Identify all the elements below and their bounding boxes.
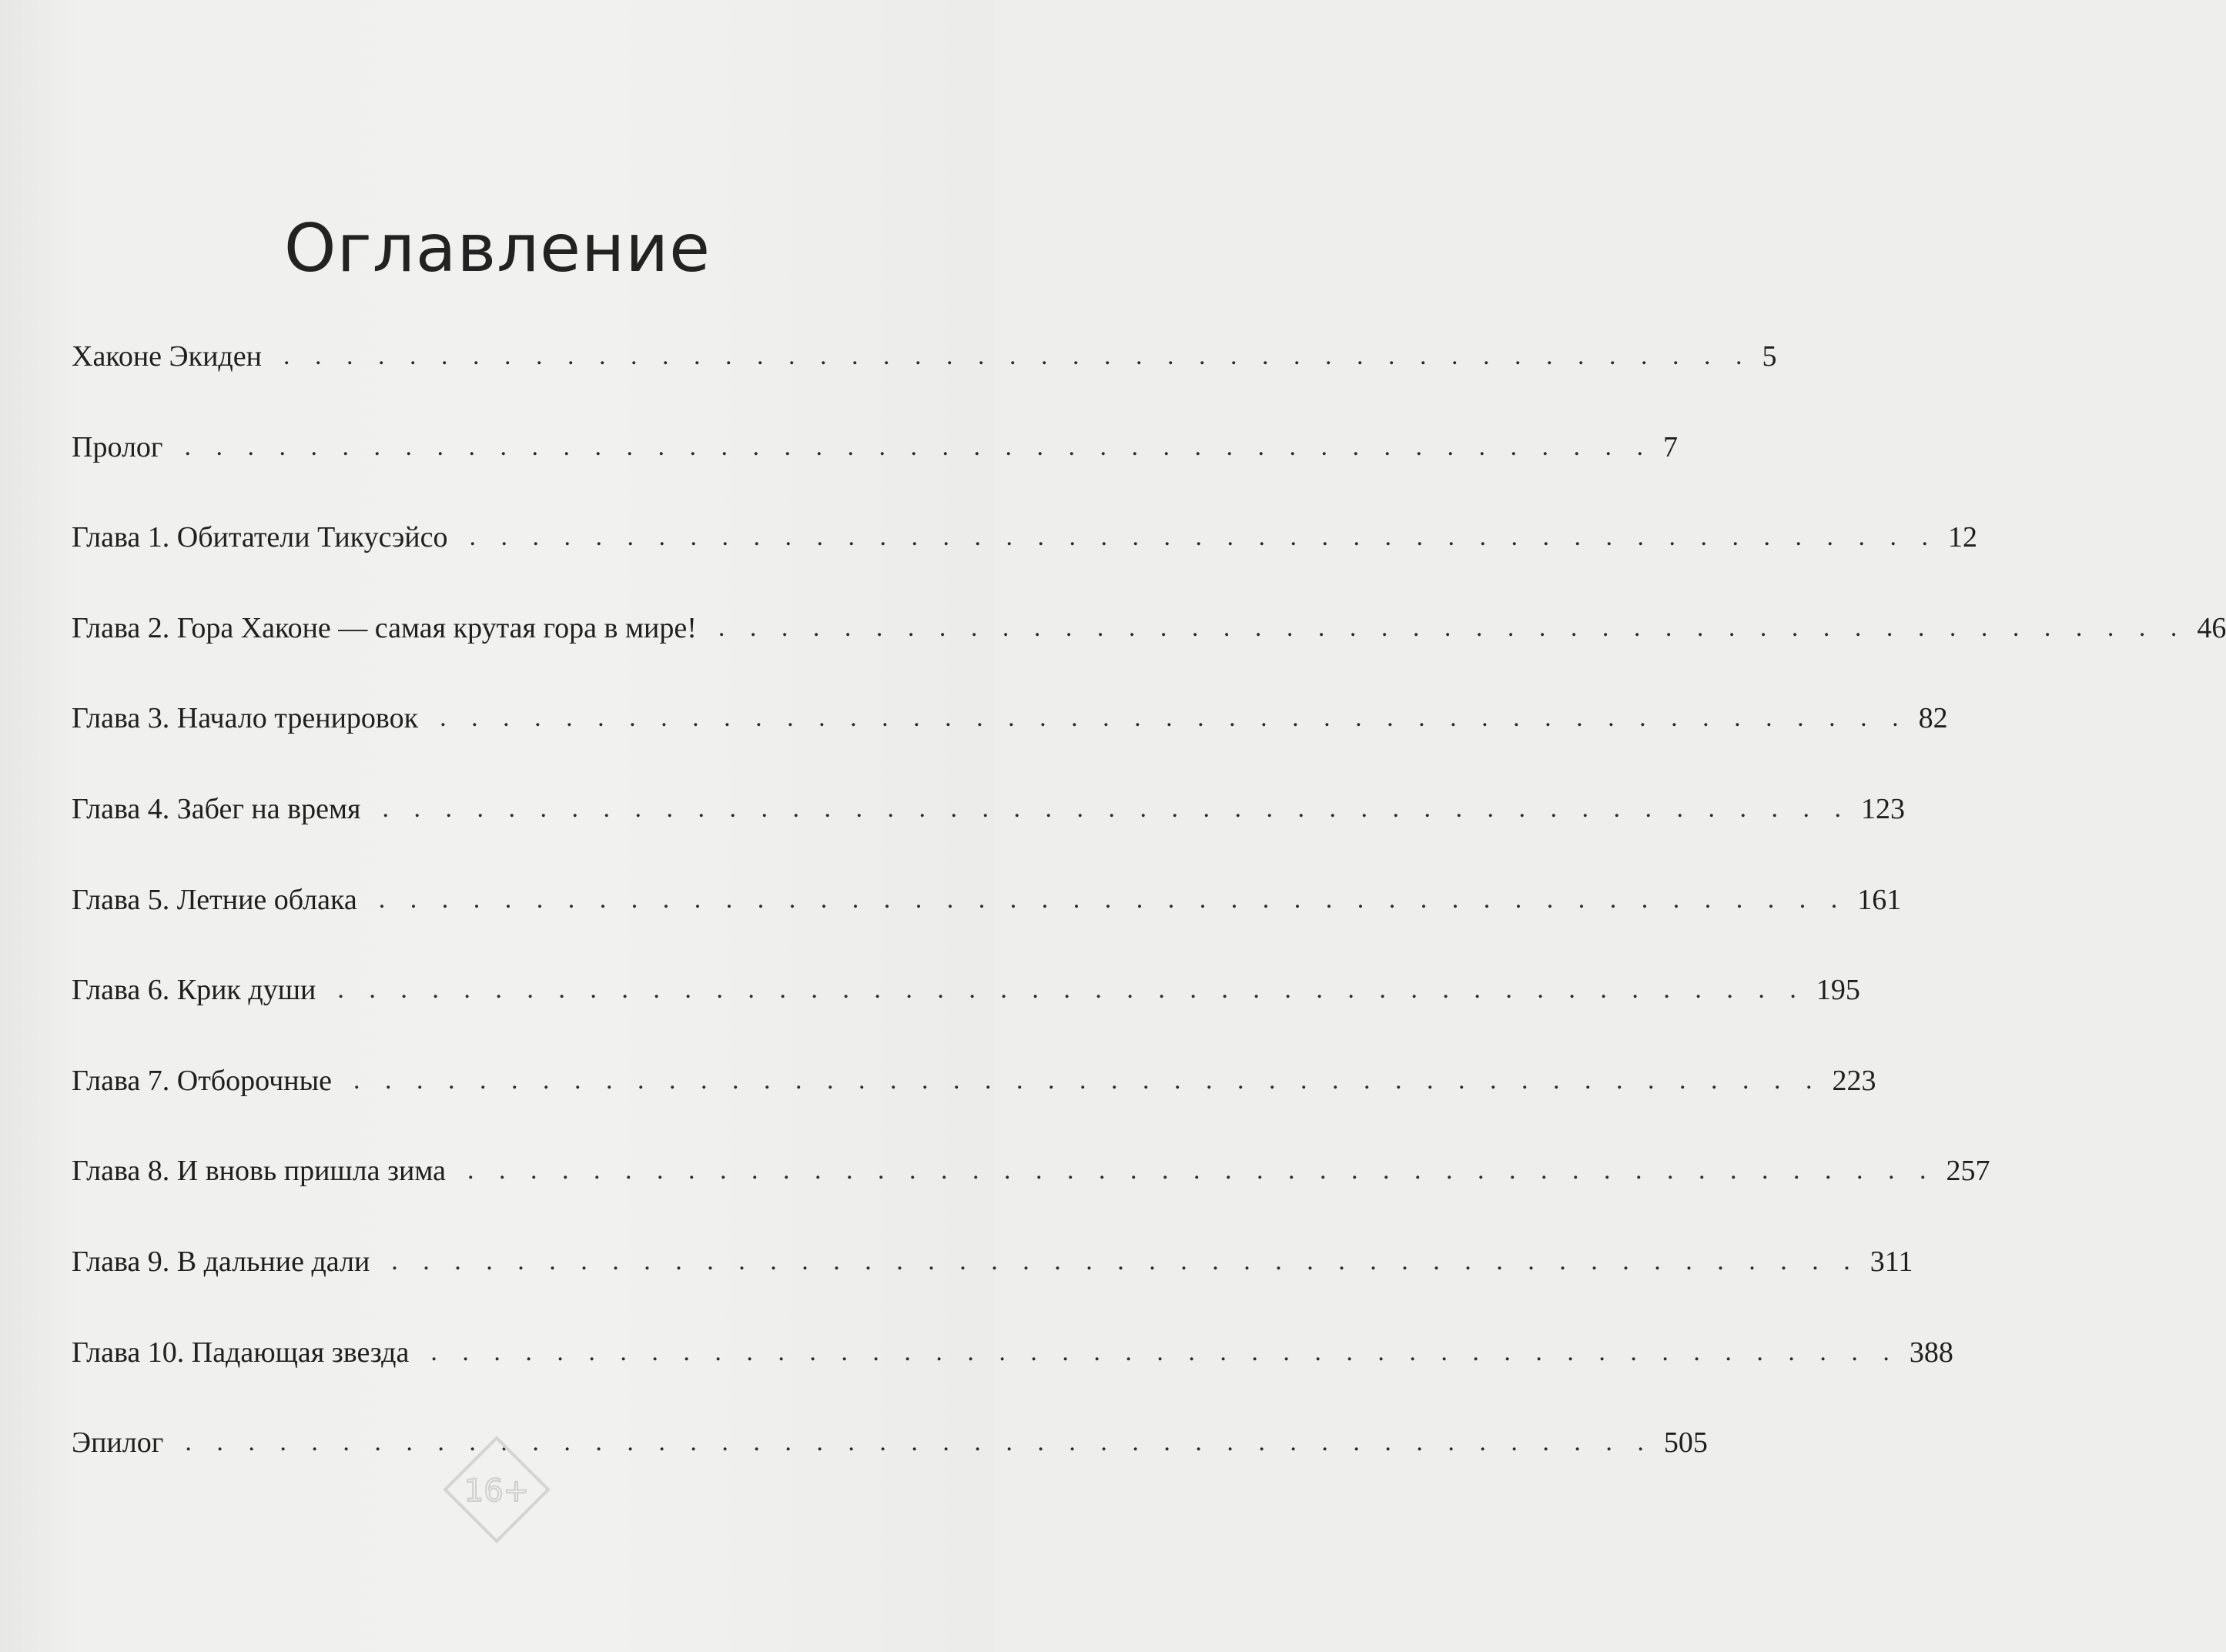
toc-entry-title: Глава 4. Забег на время: [72, 792, 361, 825]
dot-leader: . . . . . . . . . . . . . . . . . . . . . . . . . . . . . . . . . . . . . . . . . . . . . . .: [353, 1065, 1822, 1095]
toc-entry: [72, 701, 1948, 791]
dot-leader: . . . . . . . . . . . . . . . . . . . . . . . . . . . . . . . . . . . . . . . . . . . . . . .: [184, 432, 1652, 461]
toc-entry-page: 195: [1816, 974, 1860, 1007]
toc-entry-page: 5: [1762, 340, 1777, 373]
toc-entry-title: Глава 10. Падающая звезда: [72, 1336, 410, 1369]
toc-entry: [72, 339, 1777, 430]
toc-entry-title: Глава 5. Летние облака: [72, 883, 357, 916]
toc-entry-page: 161: [1857, 883, 1902, 916]
toc-entry-title: Глава 6. Крик души: [72, 974, 316, 1007]
table-of-contents: [72, 339, 2226, 1516]
toc-entry-page: 46: [2197, 611, 2226, 644]
dot-leader: . . . . . . . . . . . . . . . . . . . . . . . . . . . . . . . . . . . . . . . . . . . . . . .: [378, 885, 1847, 914]
toc-entry: [72, 520, 1977, 610]
toc-entry-title: Глава 3. Начало тренировок: [72, 702, 419, 735]
dot-leader: . . . . . . . . . . . . . . . . . . . . . . . . . . . . . . . . . . . . . . . . . . . . . . .: [382, 794, 1850, 823]
page-title: Оглавление: [283, 209, 711, 287]
toc-entry-page: 82: [1918, 702, 1948, 735]
age-rating-badge: [439, 1432, 554, 1547]
toc-entry-page: 12: [1947, 521, 1977, 554]
toc-entry-title: Хаконе Экиден: [72, 340, 262, 373]
toc-entry-title: Глава 2. Гора Хаконе — самая крутая гора в мире!: [72, 611, 697, 644]
toc-entry: [72, 882, 1902, 973]
dot-leader: . . . . . . . . . . . . . . . . . . . . . . . . . . . . . . . . . . . . . . . . . . . . . . .: [283, 342, 1752, 370]
toc-entry-title: Эпилог: [72, 1426, 164, 1460]
toc-entry-page: 223: [1832, 1064, 1876, 1097]
toc-entry-title: Пролог: [72, 430, 163, 463]
dot-leader: . . . . . . . . . . . . . . . . . . . . . . . . . . . . . . . . . . . . . . . . . . . . . . .: [469, 523, 1937, 552]
toc-entry: [72, 1244, 1913, 1335]
toc-entry: [72, 972, 1860, 1063]
toc-entry: [72, 610, 2226, 701]
toc-entry: [72, 1153, 1990, 1244]
dot-leader: . . . . . . . . . . . . . . . . . . . . . . . . . . . . . . . . . . . . . . . . . . . . . . .: [185, 1428, 1653, 1457]
dot-leader: . . . . . . . . . . . . . . . . . . . . . . . . . . . . . . . . . . . . . . . . . . . . . . .: [440, 704, 1908, 733]
toc-entry-title: Глава 1. Обитатели Тикусэйсо: [72, 521, 448, 554]
toc-entry-page: 257: [1946, 1155, 1990, 1188]
toc-entry-page: 388: [1909, 1336, 1953, 1369]
toc-entry: [72, 1063, 1876, 1154]
dot-leader: . . . . . . . . . . . . . . . . . . . . . . . . . . . . . . . . . . . . . . . . . . . . . . .: [430, 1337, 1899, 1366]
toc-entry-page: 123: [1860, 792, 1905, 825]
age-rating-label: 16+: [464, 1473, 530, 1509]
dot-leader: . . . . . . . . . . . . . . . . . . . . . . . . . . . . . . . . . . . . . . . . . . . . . . .: [337, 975, 1806, 1005]
toc-entry: [72, 1335, 1953, 1426]
toc-entry-page: 311: [1870, 1245, 1913, 1278]
toc-entry-title: Глава 9. В дальние дали: [72, 1245, 370, 1278]
toc-entry-page: 7: [1663, 430, 1678, 463]
toc-entry-page: 505: [1663, 1426, 1708, 1460]
toc-entry: [72, 430, 1678, 520]
dot-leader: . . . . . . . . . . . . . . . . . . . . . . . . . . . . . . . . . . . . . . . . . . . . . . .: [467, 1156, 1936, 1185]
toc-entry-title: Глава 8. И вновь пришла зима: [72, 1155, 447, 1188]
toc-entry-title: Глава 7. Отборочные: [72, 1064, 332, 1097]
dot-leader: . . . . . . . . . . . . . . . . . . . . . . . . . . . . . . . . . . . . . . . . . . . . . . .: [718, 613, 2187, 642]
toc-entry: [72, 791, 1905, 882]
dot-leader: . . . . . . . . . . . . . . . . . . . . . . . . . . . . . . . . . . . . . . . . . . . . . . .: [391, 1246, 1859, 1276]
